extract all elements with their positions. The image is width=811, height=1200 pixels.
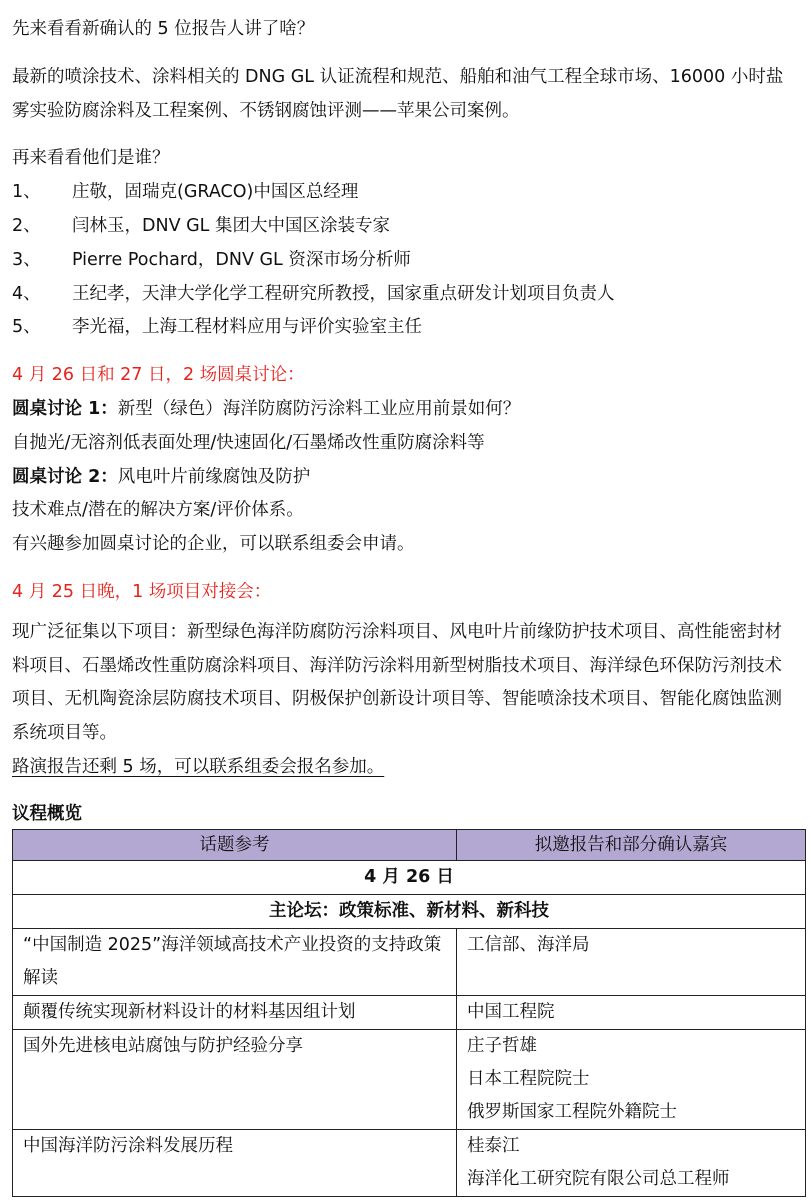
- list-number: 3、: [12, 249, 41, 270]
- list-number: 2、: [12, 215, 41, 236]
- agenda-date: 4 月 26 日: [13, 860, 806, 894]
- roundtable-1: [12, 393, 799, 427]
- speaker-text: Pierre Pochard，DNV GL 资深市场分析师: [72, 249, 411, 270]
- guest-line: 俄罗斯国家工程院外籍院士: [467, 1101, 677, 1122]
- table-header-row: [13, 829, 806, 860]
- agenda-table: [12, 829, 806, 1197]
- topic-cell: 国外先进核电站腐蚀与防护经验分享: [13, 1029, 457, 1129]
- roundtable-note: 有兴趣参加圆桌讨论的企业，可以联系组委会申请。: [12, 534, 415, 555]
- roundtable-1-sub: 自抛光/无溶剂低表面处理/快速固化/石墨烯改性重防腐涂料等: [12, 432, 485, 453]
- guest-line: 桂泰江: [467, 1135, 520, 1156]
- roundtable-2-text: 风电叶片前缘腐蚀及防护: [117, 466, 311, 487]
- intro-question-2: 再来看看他们是谁？: [12, 148, 170, 169]
- matchmaking-note: [12, 751, 799, 785]
- list-item: [12, 278, 799, 312]
- forum-row: [13, 894, 806, 928]
- table-row: [13, 995, 806, 1029]
- date-row: [13, 860, 806, 894]
- agenda-title: 议程概览: [12, 803, 82, 824]
- list-number: 4、: [12, 283, 41, 304]
- matchmaking-text: 现广泛征集以下项目：新型绿色海洋防腐防污涂料项目、风电叶片前缘防护技术项目、高性能密封材料项目、石墨烯改性重防腐涂料项目、海洋防污涂料用新型树脂技术项目、海洋绿色环保防污剂技术项目、无机陶瓷涂层防腐技术项目、阴极保护创新设计项目等、智能喷涂技术项目、智能化腐蚀监测系统项目等。: [12, 621, 782, 744]
- table-row: [13, 1129, 806, 1196]
- matchmaking-heading: 4 月 25 日晚，1 场项目对接会：: [12, 581, 272, 602]
- list-item: [12, 311, 799, 345]
- guest-line: 工信部、海洋局: [467, 934, 590, 955]
- intro-summary: 最新的喷涂技术、涂料相关的 DNG GL 认证流程和规范、船舶和油气工程全球市场、16000 小时盐雾实验防腐涂料及工程案例、不锈钢腐蚀评测——苹果公司案例。: [12, 66, 784, 121]
- roundtable-1-label: 圆桌讨论 1：: [12, 398, 118, 419]
- topic-cell: 中国海洋防污涂料发展历程: [13, 1129, 457, 1196]
- speaker-text: 李光福，上海工程材料应用与评价实验室主任: [72, 317, 422, 338]
- intro-question-1: 先来看看新确认的 5 位报告人讲了啥？: [12, 19, 315, 39]
- list-item: [12, 210, 799, 244]
- guest-line: 海洋化工研究院有限公司总工程师: [467, 1168, 730, 1189]
- guest-line: 中国工程院: [467, 1001, 555, 1022]
- speaker-text: 闫林玉，DNV GL 集团大中国区涂装专家: [72, 215, 390, 236]
- guest-line: 庄子哲雄: [467, 1035, 537, 1056]
- list-item: [12, 244, 799, 278]
- guest-cell: [457, 1029, 806, 1129]
- matchmaking-note-text: 路演报告还剩 5 场，可以联系组委会报名参加。: [12, 756, 385, 777]
- list-item: [12, 176, 799, 210]
- agenda-forum: 主论坛：政策标准、新材料、新科技: [13, 894, 806, 928]
- column-header-guest: 拟邀报告和部分确认嘉宾: [457, 829, 806, 860]
- speaker-text: 王纪孝，天津大学化学工程研究所教授，国家重点研发计划项目负责人: [72, 283, 615, 304]
- list-number: 5、: [12, 317, 41, 338]
- table-row: [13, 928, 806, 995]
- roundtable-2: [12, 461, 799, 495]
- guest-cell: [457, 995, 806, 1029]
- guest-cell: [457, 928, 806, 995]
- table-row: [13, 1029, 806, 1129]
- guest-line: 日本工程院院士: [467, 1068, 590, 1089]
- roundtable-1-text: 新型（绿色）海洋防腐防污涂料工业应用前景如何？: [117, 398, 521, 419]
- speaker-list: [12, 176, 799, 345]
- speaker-text: 庄敬，固瑞克(GRACO)中国区总经理: [72, 182, 359, 203]
- topic-cell: 颠覆传统实现新材料设计的材料基因组计划: [13, 995, 457, 1029]
- topic-cell: “中国制造 2025”海洋领域高技术产业投资的支持政策解读: [13, 928, 457, 995]
- column-header-topic: 话题参考: [13, 829, 457, 860]
- guest-cell: [457, 1129, 806, 1196]
- roundtable-heading: 4 月 26 日和 27 日，2 场圆桌讨论：: [12, 365, 305, 386]
- roundtable-2-label: 圆桌讨论 2：: [12, 466, 118, 487]
- roundtable-2-sub: 技术难点/潜在的解决方案/评价体系。: [12, 500, 304, 521]
- list-number: 1、: [12, 182, 41, 203]
